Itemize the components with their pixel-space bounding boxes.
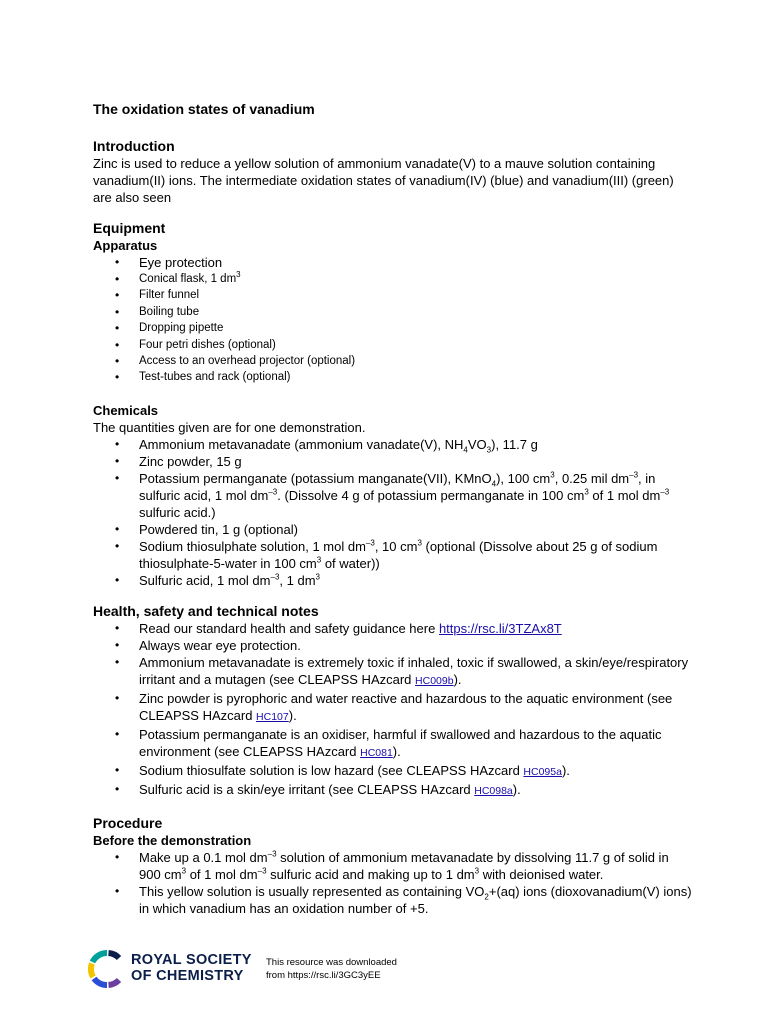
list-item: • Test-tubes and rack (optional) [93, 369, 693, 385]
list-item: • Conical flask, 1 $dm^3$ [93, 271, 693, 287]
list-item: • Make up a 0.1 mol $dm^{-3}$ solution of ammonium metavanadate by dissolving 11.7 g of solid in 900 $cm^3$ of 1 mol $dm^{-3}$ sulfuric acid and making up to 1 $dm^3$ with deionised water. [93, 849, 693, 883]
procedure-list [93, 849, 693, 917]
health-safety-list [93, 620, 693, 800]
introduction-text: Zinc is used to reduce a yellow solution of ammonium vanadate(V) to a mauve solution containing vanadium(II) ions. The intermediate oxidation states of vanadium(IV) (blue) and vanadium(III) (green) are also seen [93, 156, 674, 205]
list-item: • Sodium thiosulphate solution, 1 mol $dm^{-3}$, 10 $cm^3$ (optional (Dissolve about 25 g of sodium thiosulphate-5-water in 100 $cm^3$ of water)) [93, 538, 693, 572]
list-item: • Eye protection [93, 254, 693, 271]
chemicals-intro: The quantities given are for one demonstration. [93, 419, 366, 435]
guidance-link[interactable]: https://rsc.li/3TZAx8T [438, 620, 562, 636]
list-item: • Zinc powder is pyrophoric and water reactive and hazardous to the aquatic environment (see CLEAPSS HAzcard HC107). [93, 690, 693, 726]
chemicals-list [93, 436, 693, 589]
list-item: • This yellow solution is usually represented as containing $VO_2+(aq)$ ions (dioxovanadium(V) ions) in which vanadium has an oxidation number of +5. [93, 883, 693, 917]
rsc-logo-text: ROYAL SOCIETY OF CHEMISTRY [131, 952, 252, 984]
rsc-logo-icon [88, 950, 126, 988]
list-item: • Potassium permanganate is an oxidiser, harmful if swallowed and hazardous to the aquatic environment (see CLEAPSS HAzcard HC081). [93, 726, 693, 762]
list-item: • Read our standard health and safety guidance here https://rsc.li/3TZAx8T [93, 620, 693, 637]
list-item: • Sodium thiosulfate solution is low hazard (see CLEAPSS HAzcard HC095a). [93, 762, 693, 781]
procedure-heading: Procedure [93, 814, 163, 831]
list-item: • Boiling tube [93, 304, 693, 320]
list-item: • Always wear eye protection. [93, 637, 693, 654]
hazcard-link-hc081[interactable]: HC081 [360, 746, 393, 759]
chemicals-heading: Chemicals [93, 402, 159, 418]
list-item: • Filter funnel [93, 287, 693, 303]
list-item: • Ammonium metavanadate is extremely toxic if inhaled, toxic if swallowed, a skin/eye/respiratory irritant and a mutagen (see CLEAPSS HAzcard HC009b). [93, 654, 693, 690]
list-item: • Zinc powder, 15 g [93, 453, 693, 470]
health-safety-heading: Health, safety and technical notes [93, 602, 319, 619]
apparatus-heading: Apparatus [93, 238, 158, 253]
equipment-heading: Equipment [93, 220, 166, 236]
procedure-subheading: Before the demonstration [93, 832, 252, 848]
document-title: The oxidation states of vanadium [93, 101, 315, 117]
download-notice: This resource was downloaded from https://rsc.li/3GC3yEE [266, 957, 397, 981]
list-item: • Potassium permanganate (potassium manganate(VII), KMnO$_4$), 100 $cm^3$, 0.25 mil $dm^{-3}$, in sulfuric acid, 1 mol $dm^{-3}$. (Dissolve 4 g of potassium permanganate in 100 $cm^3$ of 1 mol $dm^{-3}$ sulfuric acid.) [93, 470, 693, 521]
list-item: • Dropping pipette [93, 320, 693, 336]
hazcard-link-hc095a[interactable]: HC095a [523, 765, 562, 778]
document-page [93, 100, 693, 917]
list-item: • Four petri dishes (optional) [93, 337, 693, 353]
list-item: • Powdered tin, 1 g (optional) [93, 521, 693, 538]
list-item: • Sulfuric acid, 1 mol $dm^{-3}$, 1 $dm^3$ [93, 572, 693, 589]
introduction-heading: Introduction [93, 138, 175, 154]
hazcard-link-hc009b[interactable]: HC009b [415, 674, 454, 687]
list-item: • Ammonium metavanadate (ammonium vanadate(V), $NH_4VO_3$), 11.7 g [93, 436, 693, 453]
hazcard-link-hc098a[interactable]: HC098a [474, 784, 513, 797]
apparatus-list [93, 254, 693, 386]
list-item: • Access to an overhead projector (optional) [93, 353, 693, 369]
list-item: • Sulfuric acid is a skin/eye irritant (see CLEAPSS HAzcard HC098a). [93, 781, 693, 800]
page-footer [88, 947, 688, 991]
hazcard-link-hc107[interactable]: HC107 [256, 710, 289, 723]
